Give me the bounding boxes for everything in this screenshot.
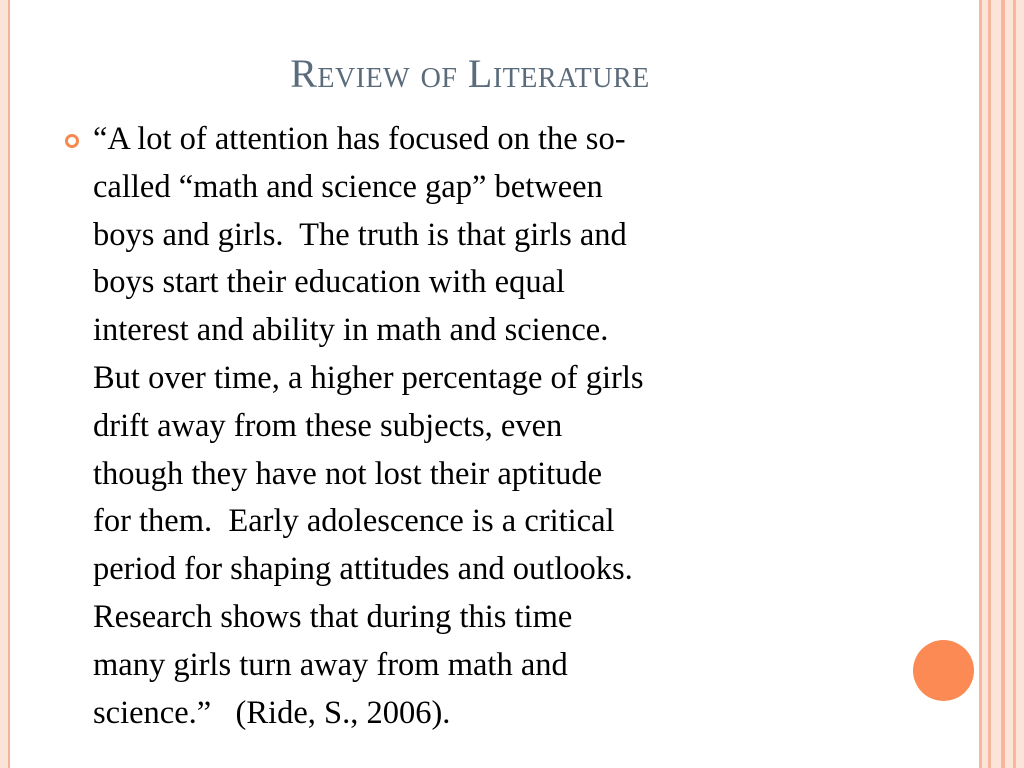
- quote-line: period for shaping attitudes and outlooks.: [93, 551, 633, 588]
- quote-line: called “math and science gap” between: [93, 168, 603, 205]
- right-border-stripe: [1016, 0, 1024, 768]
- left-border-stripe: [0, 0, 8, 768]
- right-border-stripe: [991, 0, 1001, 768]
- quote-line: for them. Early adolescence is a critical: [93, 503, 615, 540]
- slide-title: Review of Literature: [290, 51, 650, 96]
- quote-line: boys start their education with equal: [93, 264, 566, 301]
- quote-line: “A lot of attention has focused on the so-: [93, 121, 626, 157]
- quote-paragraph: [93, 116, 893, 737]
- quote-line: science.” (Ride, S., 2006).: [93, 694, 451, 731]
- left-border-line: [8, 0, 10, 768]
- right-border-stripe: [1005, 0, 1013, 768]
- quote-line: though they have not lost their aptitude: [93, 455, 603, 492]
- decorative-orange-circle: [913, 640, 974, 701]
- quote-line: Research shows that during this time: [93, 598, 573, 635]
- quote-line: interest and ability in math and science.: [93, 312, 609, 349]
- quote-line: many girls turn away from math and: [93, 646, 568, 683]
- quote-line: drift away from these subjects, even: [93, 407, 563, 444]
- bullet-ring-icon: [64, 133, 80, 149]
- quote-line: boys and girls. The truth is that girls and: [93, 216, 627, 253]
- quote-line: But over time, a higher percentage of girls: [93, 359, 644, 396]
